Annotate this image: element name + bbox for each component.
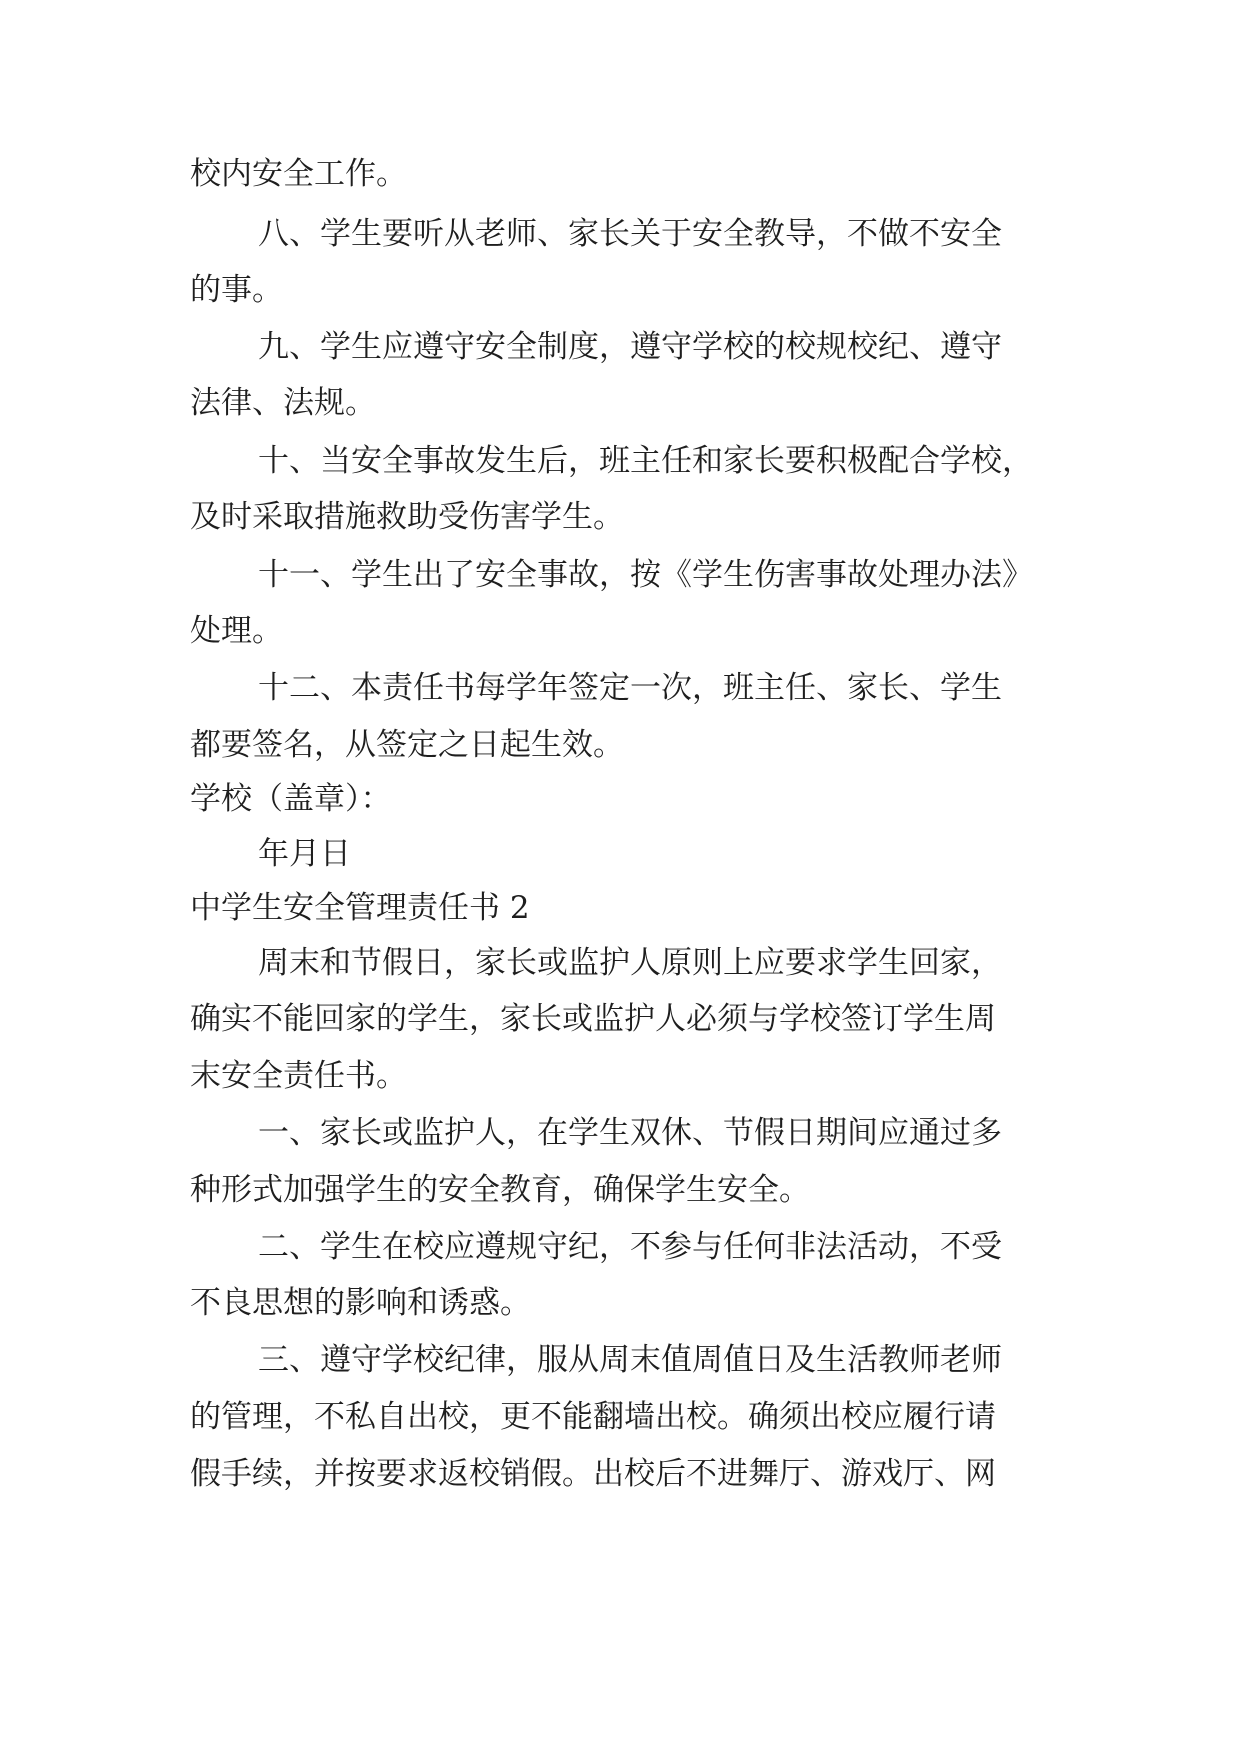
text-line-13: 年月日 [258, 836, 351, 872]
text-line-24: 假手续，并按要求返校销假。出校后不进舞厅、游戏厅、网 [190, 1456, 996, 1492]
text-line-05: 法律、法规。 [190, 385, 376, 421]
text-line-21: 不良思想的影响和诱惑。 [190, 1285, 531, 1321]
text-line-08: 十一、学生出了安全事故，按《学生伤害事故处理办法》 [258, 557, 1033, 593]
text-line-20: 二、学生在校应遵规守纪，不参与任何非法活动，不受 [258, 1229, 1002, 1265]
text-line-23: 的管理，不私自出校，更不能翻墙出校。确须出校应履行请 [190, 1399, 996, 1435]
text-line-09: 处理。 [190, 613, 283, 649]
text-line-15: 周末和节假日，家长或监护人原则上应要求学生回家， [258, 945, 1002, 981]
text-line-03: 的事。 [190, 272, 283, 308]
text-line-16: 确实不能回家的学生，家长或监护人必须与学校签订学生周 [190, 1001, 996, 1037]
text-line-10: 十二、本责任书每学年签定一次，班主任、家长、学生 [258, 670, 1002, 706]
text-line-02: 八、学生要听从老师、家长关于安全教导，不做不安全 [258, 216, 1002, 252]
text-line-12: 学校（盖章）： [190, 781, 392, 817]
text-line-17: 末安全责任书。 [190, 1058, 407, 1094]
text-line-19: 种形式加强学生的安全教育，确保学生安全。 [190, 1172, 810, 1208]
text-line-04: 九、学生应遵守安全制度，遵守学校的校规校纪、遵守 [258, 329, 1002, 365]
text-line-22: 三、遵守学校纪律，服从周末值周值日及生活教师老师 [258, 1342, 1002, 1378]
text-line-07: 及时采取措施救助受伤害学生。 [190, 499, 624, 535]
text-line-18: 一、家长或监护人，在学生双休、节假日期间应通过多 [258, 1115, 1002, 1151]
section-title: 中学生安全管理责任书 2 [190, 890, 530, 926]
text-line-06: 十、当安全事故发生后，班主任和家长要积极配合学校， [258, 443, 1033, 479]
text-line-01: 校内安全工作。 [190, 156, 407, 192]
text-line-11: 都要签名，从签定之日起生效。 [190, 727, 624, 763]
